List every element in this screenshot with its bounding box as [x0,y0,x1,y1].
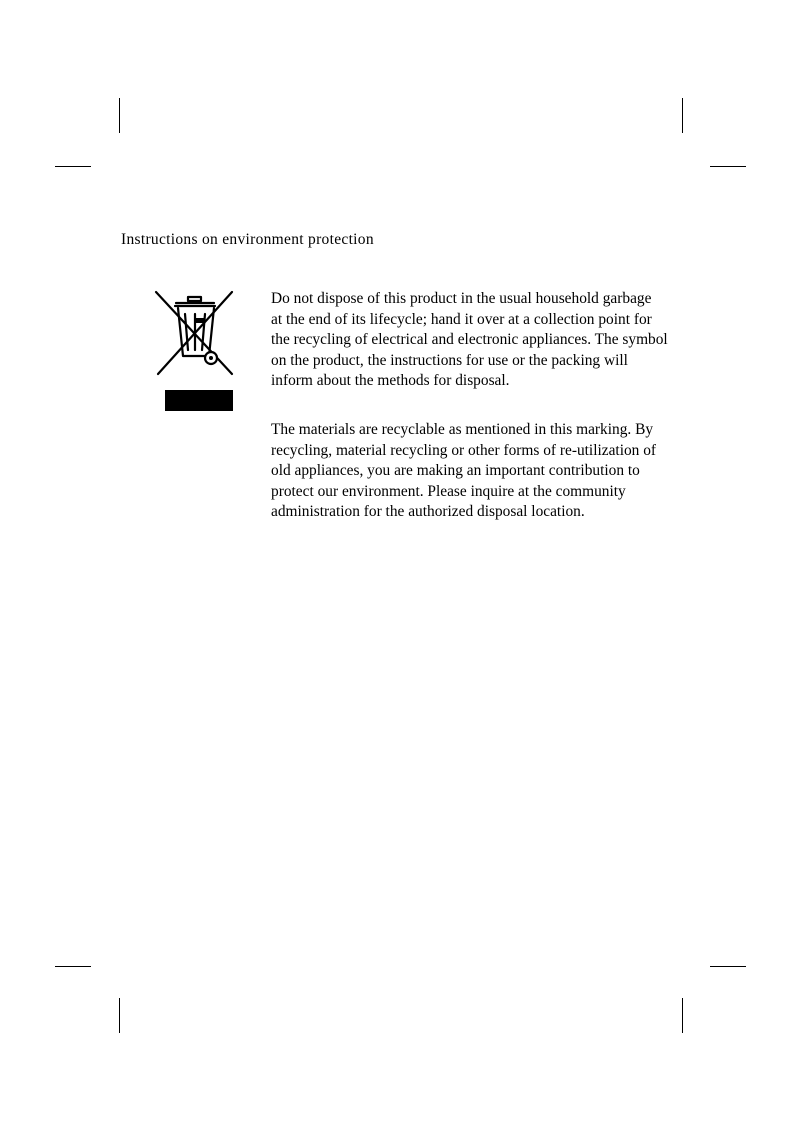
crossed-out-wheelie-bin-icon [154,290,234,412]
disposal-paragraph [271,289,668,392]
paragraph-line: The materials are recyclable as mentioned in this marking. By [271,421,654,438]
paragraph-line: the recycling of electrical and electronic appliances. The symbol [271,331,668,348]
paragraph-line: recycling, material recycling or other forms of re-utilization of [271,441,657,459]
recycling-paragraph [271,420,656,523]
paragraph-line: old appliances, you are making an important contribution to [271,462,640,479]
crop-mark-top-right-vertical [682,98,683,133]
paragraph-line: protect our environment. Please inquire at the community [271,482,626,500]
crop-mark-bottom-right-vertical [682,998,683,1033]
crop-mark-top-left-vertical [119,98,120,133]
paragraph-line: at the end of its lifecycle; hand it over at a collection point for [271,310,652,328]
crop-mark-bottom-right-horizontal [710,966,746,967]
crop-mark-bottom-left-horizontal [55,966,91,967]
paragraph-line: inform about the methods for disposal. [271,372,510,389]
crop-mark-top-right-horizontal [710,166,746,167]
paragraph-line: on the product, the instructions for use or the packing will [271,351,628,369]
crop-mark-bottom-left-vertical [119,998,120,1033]
paragraph-line: administration for the authorized disposal location. [271,503,585,520]
weee-bar [165,390,233,411]
crop-mark-top-left-horizontal [55,166,91,167]
paragraph-line: Do not dispose of this product in the usual household garbage [271,290,652,307]
page-title: Instructions on environment protection [121,231,374,248]
